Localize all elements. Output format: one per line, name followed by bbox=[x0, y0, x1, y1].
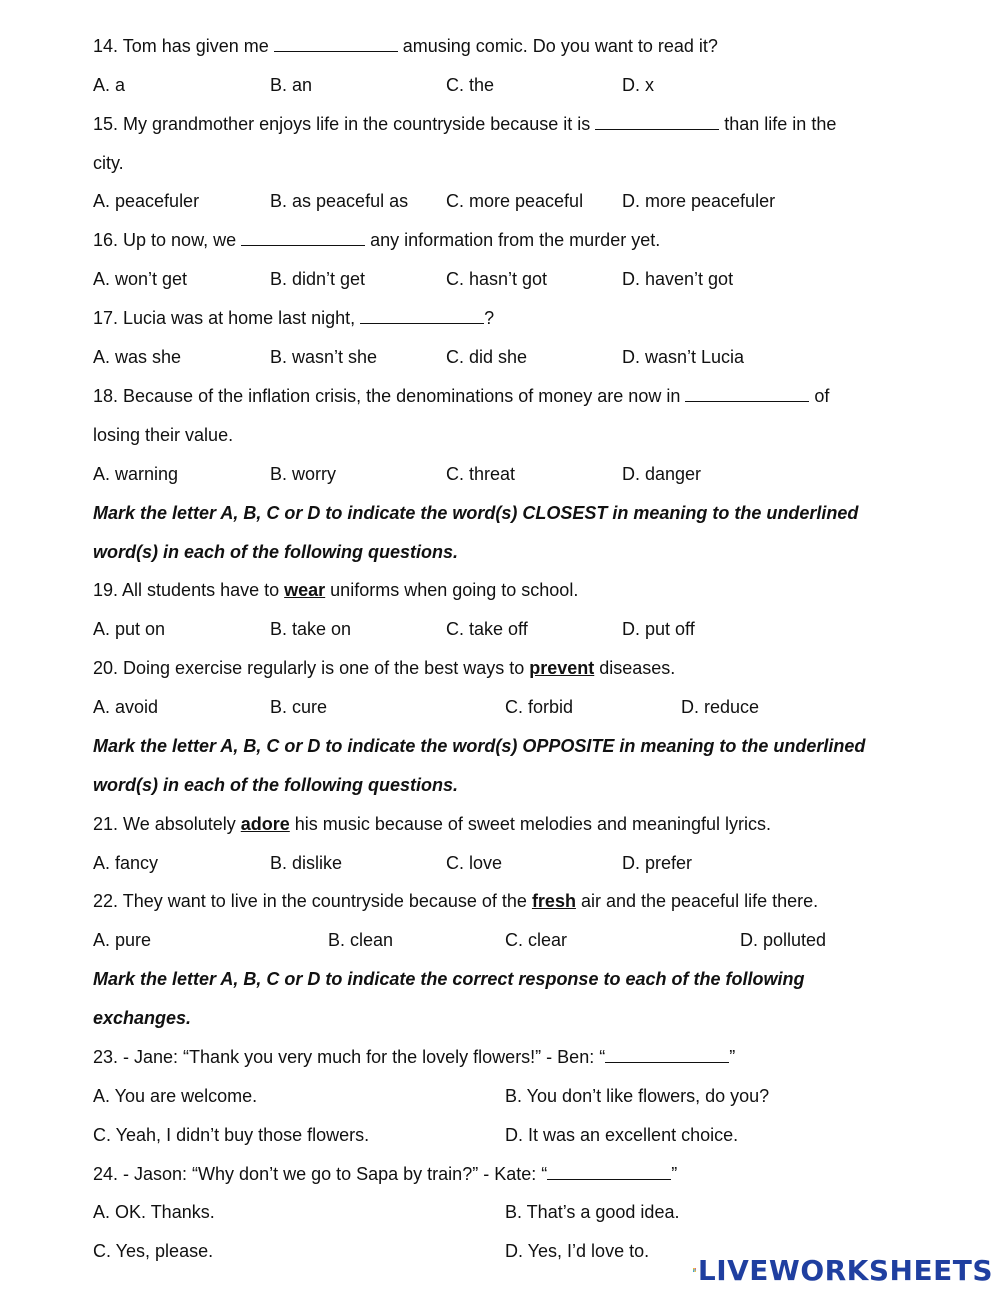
answer-blank[interactable] bbox=[360, 307, 484, 324]
option-a[interactable]: A. warning bbox=[93, 464, 179, 484]
section-instruction-opposite-cont: word(s) in each of the following questions. bbox=[93, 775, 459, 795]
option-b[interactable]: B. That’s a good idea. bbox=[505, 1202, 680, 1222]
liveworksheets-logo-icon bbox=[693, 1257, 696, 1283]
question-17: 17. Lucia was at home last night, ? bbox=[93, 308, 495, 328]
section-instruction-response: Mark the letter A, B, C or D to indicate the correct response to each of the following bbox=[93, 969, 805, 989]
question-22: 22. They want to live in the countryside because of the fresh air and the peaceful life there. bbox=[93, 891, 819, 911]
question-20: 20. Doing exercise regularly is one of the best ways to prevent diseases. bbox=[93, 658, 676, 678]
option-b[interactable]: B. worry bbox=[270, 464, 337, 484]
underlined-word: fresh bbox=[531, 891, 576, 911]
section-instruction-closest: Mark the letter A, B, C or D to indicate the word(s) CLOSEST in meaning to the underlined bbox=[93, 503, 859, 523]
option-a[interactable]: A. You are welcome. bbox=[93, 1086, 258, 1106]
question-19: 19. All students have to wear uniforms when going to school. bbox=[93, 580, 579, 600]
answer-blank[interactable] bbox=[605, 1046, 729, 1063]
option-a[interactable]: A. pure bbox=[93, 930, 152, 950]
option-d[interactable]: D. polluted bbox=[740, 930, 827, 950]
option-c[interactable]: C. Yeah, I didn’t buy those flowers. bbox=[93, 1125, 370, 1145]
option-a[interactable]: A. OK. Thanks. bbox=[93, 1202, 215, 1222]
liveworksheets-logo-text: LIVEWORKSHEETS bbox=[697, 1253, 993, 1287]
option-c[interactable]: C. take off bbox=[446, 619, 528, 639]
option-b[interactable]: B. an bbox=[270, 75, 313, 95]
option-a[interactable]: A. won’t get bbox=[93, 269, 188, 289]
option-d[interactable]: D. prefer bbox=[622, 853, 693, 873]
option-b[interactable]: B. take on bbox=[270, 619, 352, 639]
liveworksheets-logo[interactable] bbox=[693, 1255, 993, 1285]
option-c[interactable]: C. the bbox=[446, 75, 495, 95]
underlined-word: prevent bbox=[529, 658, 595, 678]
option-b[interactable]: B. as peaceful as bbox=[270, 191, 409, 211]
option-c[interactable]: C. did she bbox=[446, 347, 528, 367]
option-c[interactable]: C. clear bbox=[505, 930, 568, 950]
option-c[interactable]: C. hasn’t got bbox=[446, 269, 548, 289]
option-a[interactable]: A. peacefuler bbox=[93, 191, 200, 211]
option-d[interactable]: D. reduce bbox=[681, 697, 760, 717]
question-23: 23. - Jane: “Thank you very much for the lovely flowers!” - Ben: “ ” bbox=[93, 1047, 736, 1067]
option-b[interactable]: B. dislike bbox=[270, 853, 343, 873]
option-b[interactable]: B. You don’t like flowers, do you? bbox=[505, 1086, 770, 1106]
option-b[interactable]: B. didn’t get bbox=[270, 269, 366, 289]
option-c[interactable]: C. more peaceful bbox=[446, 191, 584, 211]
question-21: 21. We absolutely adore his music because of sweet melodies and meaningful lyrics. bbox=[93, 814, 772, 834]
option-b[interactable]: B. cure bbox=[270, 697, 328, 717]
answer-blank[interactable] bbox=[547, 1163, 671, 1180]
option-d[interactable]: D. wasn’t Lucia bbox=[622, 347, 745, 367]
underlined-word: wear bbox=[284, 580, 326, 600]
answer-blank[interactable] bbox=[685, 385, 809, 402]
option-a[interactable]: A. put on bbox=[93, 619, 166, 639]
option-d[interactable]: D. danger bbox=[622, 464, 702, 484]
option-a[interactable]: A. was she bbox=[93, 347, 182, 367]
option-b[interactable]: B. clean bbox=[328, 930, 394, 950]
option-d[interactable]: D. put off bbox=[622, 619, 695, 639]
option-d[interactable]: D. more peacefuler bbox=[622, 191, 776, 211]
question-18: 18. Because of the inflation crisis, the denominations of money are now in of bbox=[93, 386, 830, 406]
answer-blank[interactable] bbox=[241, 229, 365, 246]
option-d[interactable]: D. It was an excellent choice. bbox=[505, 1125, 739, 1145]
question-16: 16. Up to now, we any information from the murder yet. bbox=[93, 230, 661, 250]
question-15: 15. My grandmother enjoys life in the countryside because it is than life in the bbox=[93, 114, 837, 134]
answer-blank[interactable] bbox=[595, 113, 719, 130]
option-b[interactable]: B. wasn’t she bbox=[270, 347, 378, 367]
section-instruction-response-cont: exchanges. bbox=[93, 1008, 192, 1028]
option-c[interactable]: C. threat bbox=[446, 464, 516, 484]
option-a[interactable]: A. a bbox=[93, 75, 126, 95]
question-15-continued: city. bbox=[93, 153, 124, 173]
option-d[interactable]: D. Yes, I’d love to. bbox=[505, 1241, 650, 1261]
section-instruction-opposite: Mark the letter A, B, C or D to indicate the word(s) OPPOSITE in meaning to the underlined bbox=[93, 736, 866, 756]
question-24: 24. - Jason: “Why don’t we go to Sapa by train?” - Kate: “ ” bbox=[93, 1164, 678, 1184]
section-instruction-closest-cont: word(s) in each of the following questions. bbox=[93, 542, 459, 562]
option-c[interactable]: C. love bbox=[446, 853, 503, 873]
option-a[interactable]: A. avoid bbox=[93, 697, 159, 717]
option-c[interactable]: C. Yes, please. bbox=[93, 1241, 214, 1261]
option-d[interactable]: D. x bbox=[622, 75, 655, 95]
underlined-word: adore bbox=[240, 814, 290, 834]
answer-blank[interactable] bbox=[274, 35, 398, 52]
option-a[interactable]: A. fancy bbox=[93, 853, 159, 873]
option-c[interactable]: C. forbid bbox=[505, 697, 574, 717]
question-14: 14. Tom has given me amusing comic. Do you want to read it? bbox=[93, 36, 718, 56]
question-18-continued: losing their value. bbox=[93, 425, 234, 445]
option-d[interactable]: D. haven’t got bbox=[622, 269, 734, 289]
